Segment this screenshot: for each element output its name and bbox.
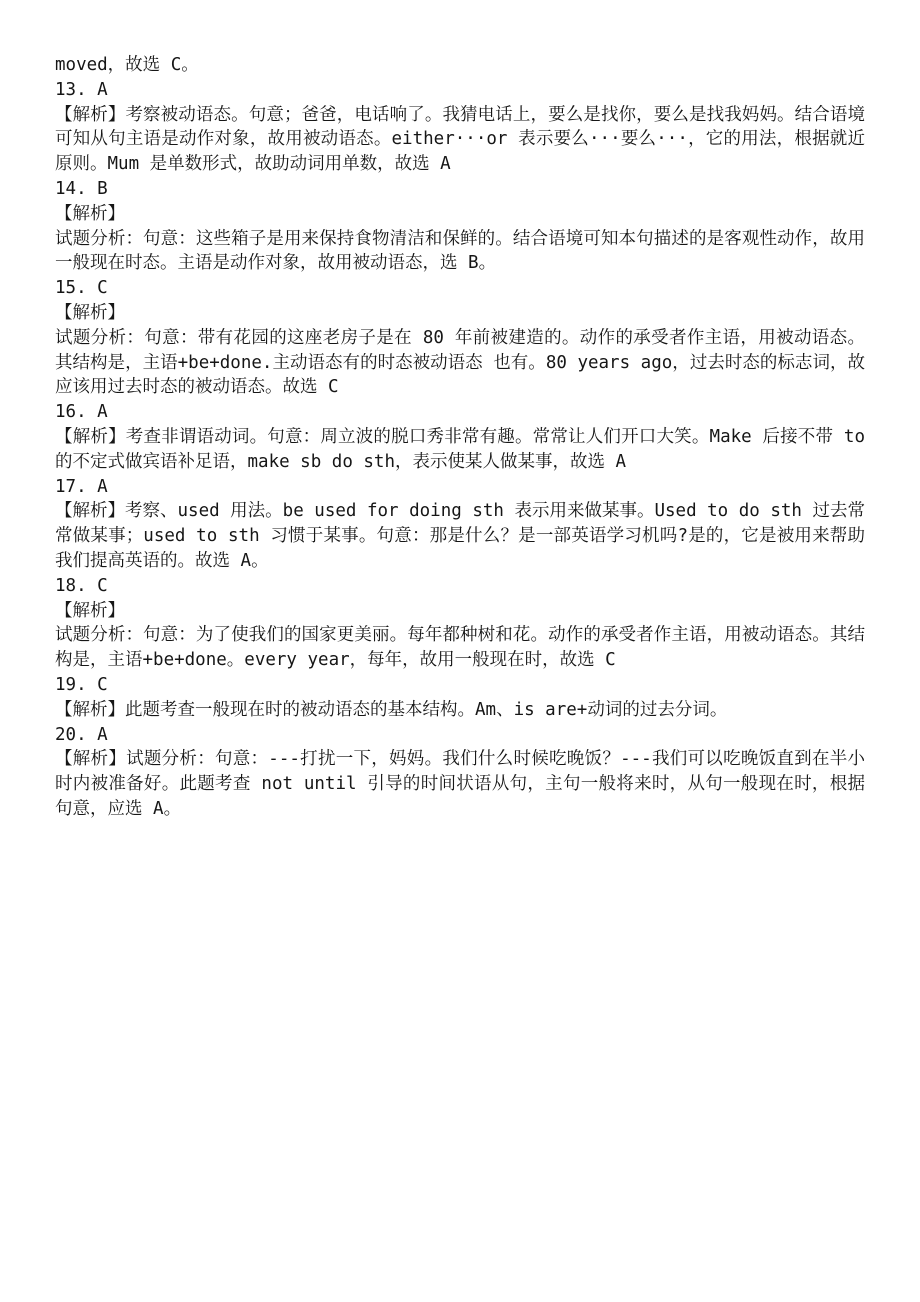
answer-letter: C [97,278,108,299]
answer-item [55,276,865,400]
answer-head [55,723,865,748]
answer-letter: A [97,402,108,423]
question-number: 20. [55,724,87,745]
answer-item [55,673,865,723]
question-number: 18. [55,575,87,596]
answer-item [55,574,865,673]
answer-head [55,177,865,202]
answer-item [55,400,865,474]
explanation-paragraph: 【解析】试题分析：句意：---打扰一下，妈妈。我们什么时候吃晚饭？---我们可以吃晚饭直到在半小时内被准备好。此题考查 not until 引导的时间状语从句，主句一般将来时，从句一般现在时，根据句意，应选 A。 [55,749,865,819]
answer-letter: C [97,674,108,695]
answer-item [55,475,865,574]
question-number: 19. [55,674,87,695]
answer-letter: C [97,575,108,596]
answer-item [55,177,865,276]
answer-head [55,276,865,301]
question-number: 14. [55,178,87,199]
answer-letter: A [97,476,108,497]
explanation-paragraph: 【解析】此题考查一般现在时的被动语态的基本结构。Am、is are+动词的过去分词。 [55,699,728,720]
explanation-paragraph: 试题分析：句意：带有花园的这座老房子是在 80 年前被建造的。动作的承受者作主语，用被动语态。其结构是，主语+be+done.主动语态有的时态被动语态 也有。80 years ago，过去时态的标志词，故应该用过去时态的被动语态。故选 C [55,327,865,398]
answer-head [55,475,865,500]
answer-item [55,723,865,822]
question-number: 17. [55,476,87,497]
answer-head [55,400,865,425]
answer-letter: A [97,724,108,745]
continuation-line: moved，故选 C。 [55,55,199,75]
answer-letter: B [97,178,108,199]
explanation-paragraph: 试题分析：句意：这些箱子是用来保持食物清洁和保鲜的。结合语境可知本句描述的是客观性动作，故用一般现在时态。主语是动作对象，故用被动语态，选 B。 [55,228,865,274]
explanation-paragraph: 【解析】 [55,302,125,323]
answer-letter: A [97,79,108,100]
explanation-paragraph: 试题分析：句意：为了使我们的国家更美丽。每年都种树和花。动作的承受者作主语，用被动语态。其结构是，主语+be+done。every year，每年，故用一般现在时，故选 C [55,625,865,671]
explanation-paragraph: 【解析】考查非谓语动词。句意：周立波的脱口秀非常有趣。常常让人们开口大笑。Make 后接不带 to 的不定式做宾语补足语，make sb do sth，表示使某人做某事，故选 A [55,426,865,472]
explanation-paragraph: 【解析】考察被动语态。句意；爸爸，电话响了。我猜电话上，要么是找你，要么是找我妈妈。结合语境可知从句主语是动作对象，故用被动语态。either···or 表示要么···要么···，它的用法，根据就近原则。Mum 是单数形式，故助动词用单数，故选 A [55,104,865,175]
question-number: 16. [55,402,87,423]
answer-head [55,574,865,599]
answer-items [55,78,865,822]
question-number: 15. [55,278,87,299]
explanation-paragraph: 【解析】考察、used 用法。be used for doing sth 表示用来做某事。Used to do sth 过去常常做某事；used to sth 习惯于某事。句意：那是什么？是一部英语学习机吗?是的，它是被用来帮助我们提高英语的。故选 A。 [55,501,866,571]
explanation-paragraph: 【解析】 [55,600,125,621]
answer-head [55,78,865,103]
question-number: 13. [55,79,87,100]
explanation-paragraph: 【解析】 [55,203,125,224]
answer-head [55,673,865,698]
answer-item [55,78,865,177]
